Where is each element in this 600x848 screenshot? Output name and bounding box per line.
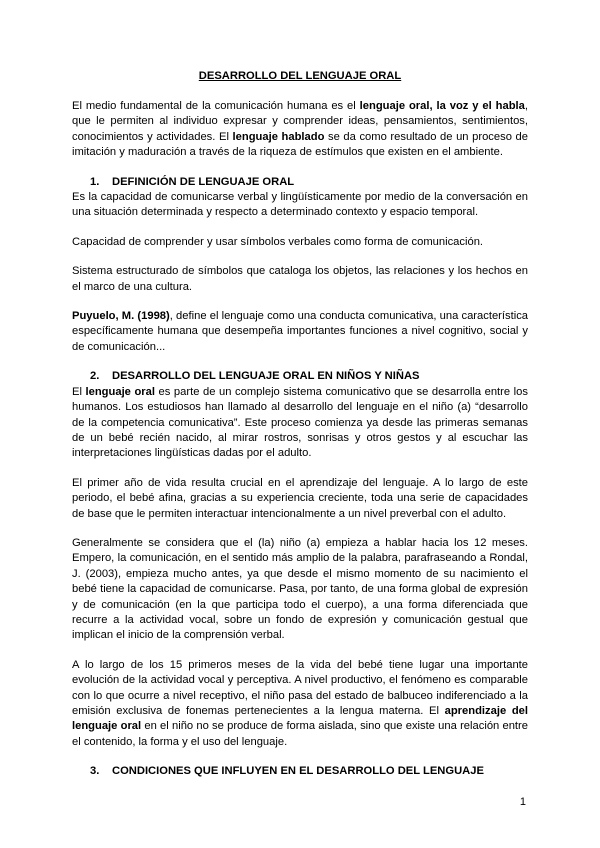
s2p4-bold-1: aprendizaje del lenguaje oral	[72, 705, 528, 733]
intro-bold-1: lenguaje oral, la voz y el habla	[359, 100, 525, 112]
section-1-title: DEFINICIÓN DE LENGUAJE ORAL	[112, 175, 295, 188]
section-2-title: DESARROLLO DEL LENGUAJE ORAL EN NIÑOS Y NIÑAS	[112, 370, 420, 383]
section-3-number: 3.	[90, 765, 100, 778]
section-2-paragraph-2: El primer año de vida resulta crucial en el aprendizaje del lenguaje. A lo largo de este periodo, el bebé afina, gracias a su experiencia creciente, toda una serie de capacidades de base que le permiten interactuar intencionalmente a un nivel preverbal con el adulto.	[72, 476, 528, 520]
citation-text: , define el lenguaje como una conducta comunicativa, una característica específicamente humana que desempeña importantes funciones a nivel cognitivo, social y de comunicación...	[72, 310, 529, 353]
section-3-heading	[72, 764, 528, 779]
s2p4-text-1: A lo largo de los 15 primeros meses de la vida del bebé tiene lugar una importante evolución de la actividad vocal y perceptiva. A nivel productivo, el fenómeno es comparable con lo que ocurre a nivel receptivo, el niño pasa del estado de balbuceo indiferenciado a la emisión exclusiva de fonemas pertenecientes a la lengua materna. El	[72, 658, 528, 717]
intro-paragraph	[72, 99, 528, 161]
intro-bold-2: lenguaje hablado	[232, 130, 325, 143]
section-1-paragraph-1: Es la capacidad de comunicarse verbal y lingüísticamente por medio de la conversación en una situación determinada y respecto a determinado contexto y espacio temporal.	[72, 191, 528, 219]
page-number: 1	[519, 796, 526, 808]
citation-bold: Puyuelo, M. (1998)	[72, 310, 170, 323]
s2p1-text-1: El	[72, 385, 86, 398]
intro-text-3: se da como resultado de un proceso de imitación y maduración a través de la riqueza de estímulos que existen en el ambiente.	[72, 130, 528, 159]
section-2-heading	[72, 369, 528, 384]
document-title: DESARROLLO DEL LENGUAJE ORAL	[198, 70, 402, 82]
s2p4-text-2: en el niño no se produce de forma aislada, sino que existe una relación entre el contenido, la forma y el uso del lenguaje.	[72, 720, 528, 748]
document-page	[72, 70, 528, 780]
section-2-paragraph-3: Generalmente se considera que el (la) niño (a) empieza a hablar hacia los 12 meses. Empero, la comunicación, en el sentido más amplio de la palabra, parafraseando a Rondal, J. (2003), empieza mucho antes, ya que desde el mismo momento de su nacimiento el bebé tiene la capacidad de comunicarse. Pasa, por tanto, de una forma global de expresión y de comunicación (en la que participa todo el cuerpo), a una forma diferenciada que recurre a la actividad vocal, sobre un fondo de expresión y comunicación gestual que implican el inicio de la comprensión verbal.	[72, 536, 528, 642]
section-1-paragraph-3: Sistema estructurado de símbolos que cataloga los objetos, las relaciones y los hechos en el marco de una cultura.	[72, 265, 528, 293]
intro-text-1: El medio fundamental de la comunicación humana es el	[72, 100, 360, 112]
section-1-paragraph-4	[72, 309, 528, 355]
section-1-heading	[72, 175, 528, 190]
intro-text-2: , que le permiten al individuo expresar y comprender ideas, pensamientos, sentimientos, conocimientos y actividades. El	[72, 100, 528, 143]
s2p1-bold-1: lenguaje oral	[85, 385, 155, 398]
s2p1-text-2: es parte de un complejo sistema comunicativo que se desarrolla entre los humanos. Los estudiosos han llamado al desarrollo del lenguaje en el niño (a) “desarrollo de la competencia comunicativa”. Este proceso comienza ya desde las primeras semanas de un bebé recién nacido, al mirar rostros, sonrisas y otros gestos y al escuchar las interpretaciones lingüísticas dadas por el adulto.	[72, 385, 528, 460]
section-1-paragraph-2: Capacidad de comprender y usar símbolos verbales como forma de comunicación.	[72, 235, 484, 248]
section-2-paragraph-1	[72, 385, 528, 462]
section-3-title: CONDICIONES QUE INFLUYEN EN EL DESARROLLO DEL LENGUAJE	[112, 765, 484, 778]
section-2-paragraph-4	[72, 658, 528, 750]
section-2-number: 2.	[90, 370, 100, 383]
section-1-number: 1.	[90, 175, 100, 188]
